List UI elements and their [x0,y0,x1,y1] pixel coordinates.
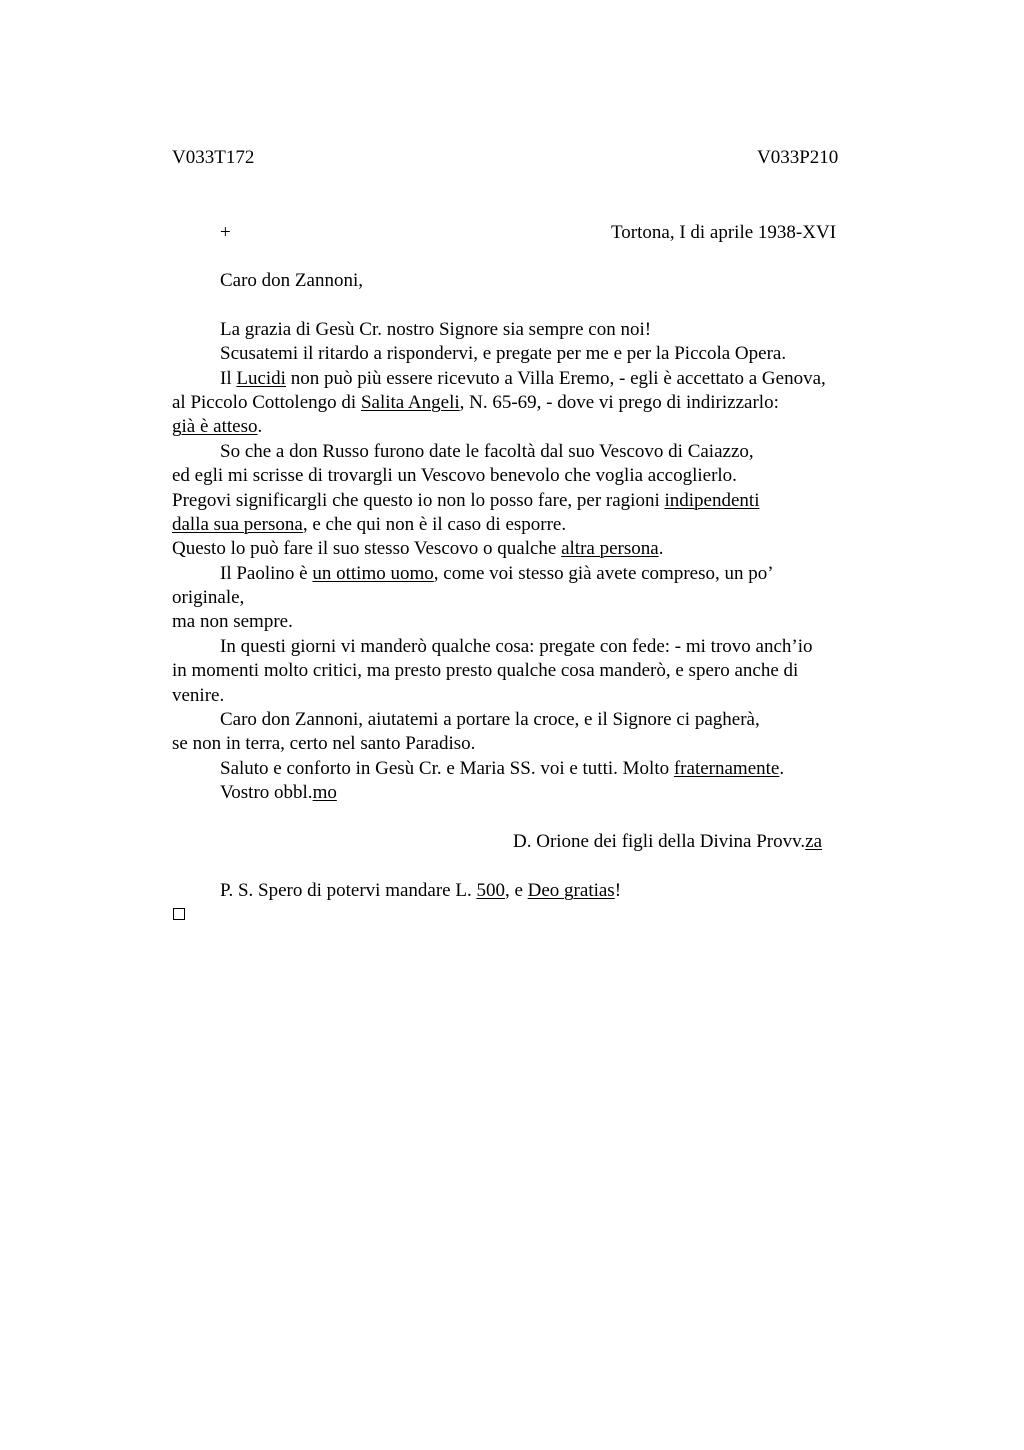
underlined-phrase: indipendenti [664,490,760,511]
underlined-address: Salita Angeli [360,392,460,413]
body-line: in momenti molto critici, ma presto presto qualche cosa manderò, e spero anche di [172,660,799,681]
document-code-right: V033P210 [757,147,839,168]
document-code-left: V033T172 [172,147,255,168]
underlined-suffix: za [805,831,823,852]
body-line: Il Paolino è un ottimo uomo, come voi stesso già avete compreso, un po’ [220,563,774,584]
postscript: P. S. Spero di potervi mandare L. 500, e Deo gratias! [220,880,622,901]
body-line: La grazia di Gesù Cr. nostro Signore sia sempre con noi! [220,319,652,340]
underlined-phrase: dalla sua persona [172,514,303,535]
body-line: se non in terra, certo nel santo Paradiso. [172,733,476,754]
underlined-phrase: Deo gratias [527,880,615,901]
body-line: al Piccolo Cottolengo di Salita Angeli, N. 65-69, - dove vi prego di indirizzarlo: [172,392,779,413]
underlined-suffix: mo [312,782,337,803]
underlined-phrase: un ottimo uomo [312,563,434,584]
underlined-amount: 500 [476,880,505,901]
body-line: Questo lo può fare il suo stesso Vescovo o qualche altra persona. [172,538,664,559]
body-line: dalla sua persona, e che qui non è il caso di esporre. [172,514,567,535]
underlined-phrase: già è atteso [172,416,258,437]
body-line: originale, [172,587,245,608]
underlined-phrase: altra persona [561,538,659,559]
body-line: venire. [172,685,225,706]
end-box-icon [173,908,185,920]
body-line: Caro don Zannoni, aiutatemi a portare la croce, e il Signore ci pagherà, [220,709,760,730]
body-line: Pregovi significargli che questo io non lo posso fare, per ragioni indipendenti [172,490,760,511]
body-line: Saluto e conforto in Gesù Cr. e Maria SS. voi e tutti. Molto fraternamente. [220,758,785,779]
body-line: già è atteso. [172,416,263,437]
body-line: ma non sempre. [172,611,293,632]
closing-line: Vostro obbl.mo [220,782,337,803]
body-line: In questi giorni vi manderò qualche cosa: pregate con fede: - mi trovo anch’io [220,636,813,657]
salutation: Caro don Zannoni, [220,270,364,291]
underlined-phrase: fraternamente [673,758,780,779]
body-line: Scusatemi il ritardo a rispondervi, e pregate per me e per la Piccola Opera. [220,343,787,364]
body-line: Il Lucidi non può più essere ricevuto a Villa Eremo, - egli è accettato a Genova, [220,368,826,389]
signature: D. Orione dei figli della Divina Provv.za [513,831,823,852]
letter-date: Tortona, I di aprile 1938-XVI [611,222,837,243]
body-line: So che a don Russo furono date le facoltà dal suo Vescovo di Caiazzo, [220,441,754,462]
cross-mark: + [220,222,231,243]
body-line: ed egli mi scrisse di trovargli un Vescovo benevolo che voglia accoglierlo. [172,465,737,486]
underlined-name: Lucidi [236,368,286,389]
